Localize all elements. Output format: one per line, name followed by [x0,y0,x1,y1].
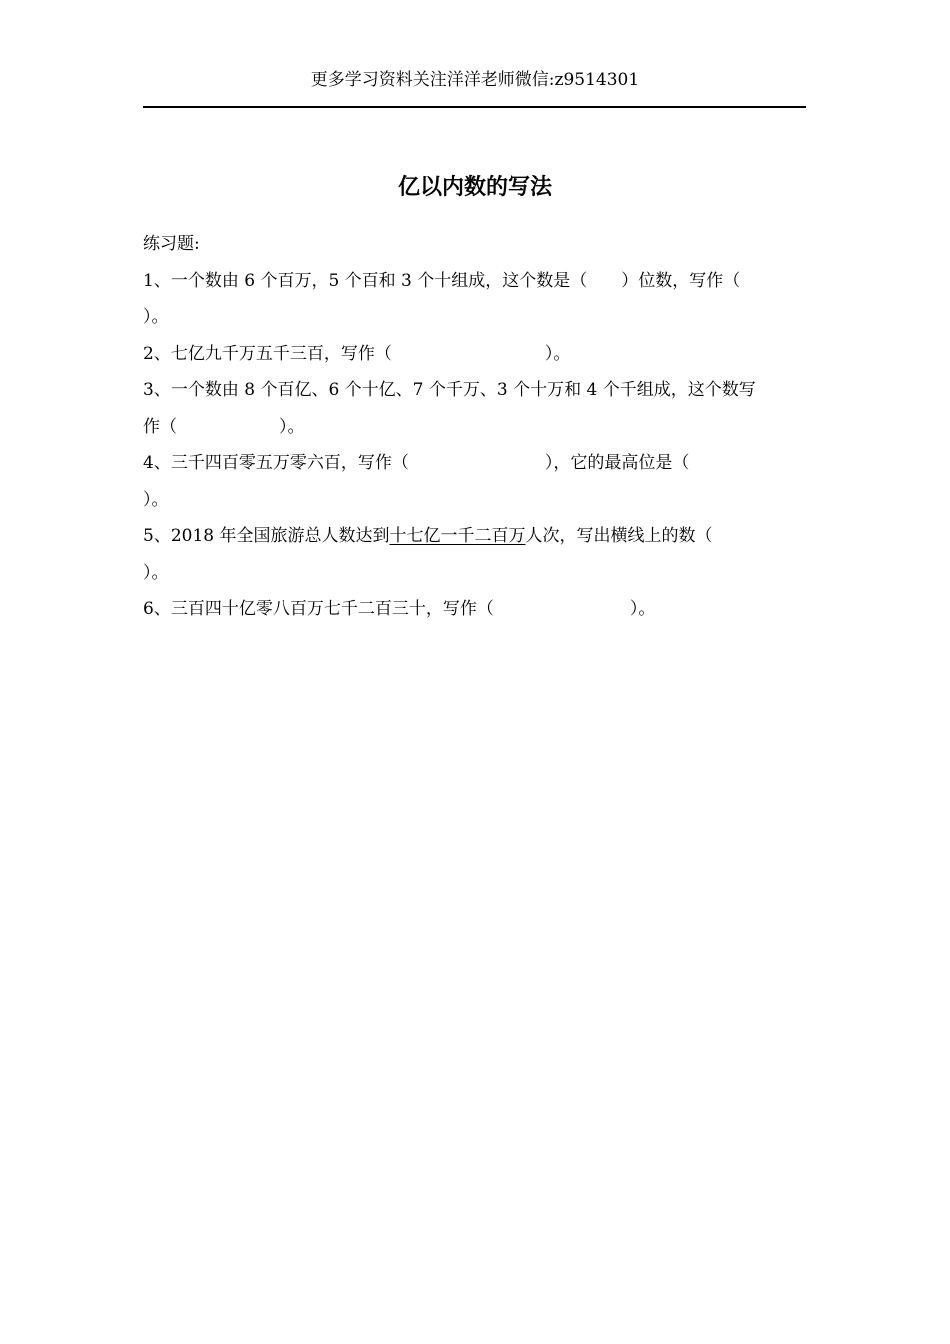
page-title: 亿以内数的写法 [397,174,552,200]
question-5-underlined-number-text: 十七亿一千二百万 [389,526,526,546]
question-5-line-2: ）。 [143,562,169,583]
header-divider [143,106,806,108]
question-6-line-1: 6、三百四十亿零八百万七千二百三十，写作（ ）。 [143,599,656,619]
question-3-line-2: 作（ ）。 [143,416,305,437]
question-3-line-1: 3、一个数由 8 个百亿、6 个十亿、7 个千万、3 个十万和 4 个千组成，这个数写 [143,380,756,400]
exercise-content [143,226,806,628]
question-4-line-1: 4、三千四百零五万零六百，写作（ ），它的最高位是（ [143,453,690,473]
question-5-line-1 [143,518,806,555]
question-5-text-after: 人次，写出横线上的数（ [525,526,713,546]
header-text: 更多学习资料关注洋洋老师微信:z9514301 [310,70,640,90]
question-1-line-2: ）。 [143,307,169,327]
question-4-line-2: ）。 [143,489,169,510]
section-label: 练习题: [143,234,200,254]
question-5-text-before: 5、2018 年全国旅游总人数达到 [143,526,390,546]
question-1-text: 1、一个数由 6 个百万，5 个百和 3 个十组成，这个数是（ ）位数，写作（ [143,270,741,291]
question-2-line-1: 2、七亿九千万五千三百，写作（ ）。 [143,343,571,364]
question-1-line-1 [143,263,806,300]
